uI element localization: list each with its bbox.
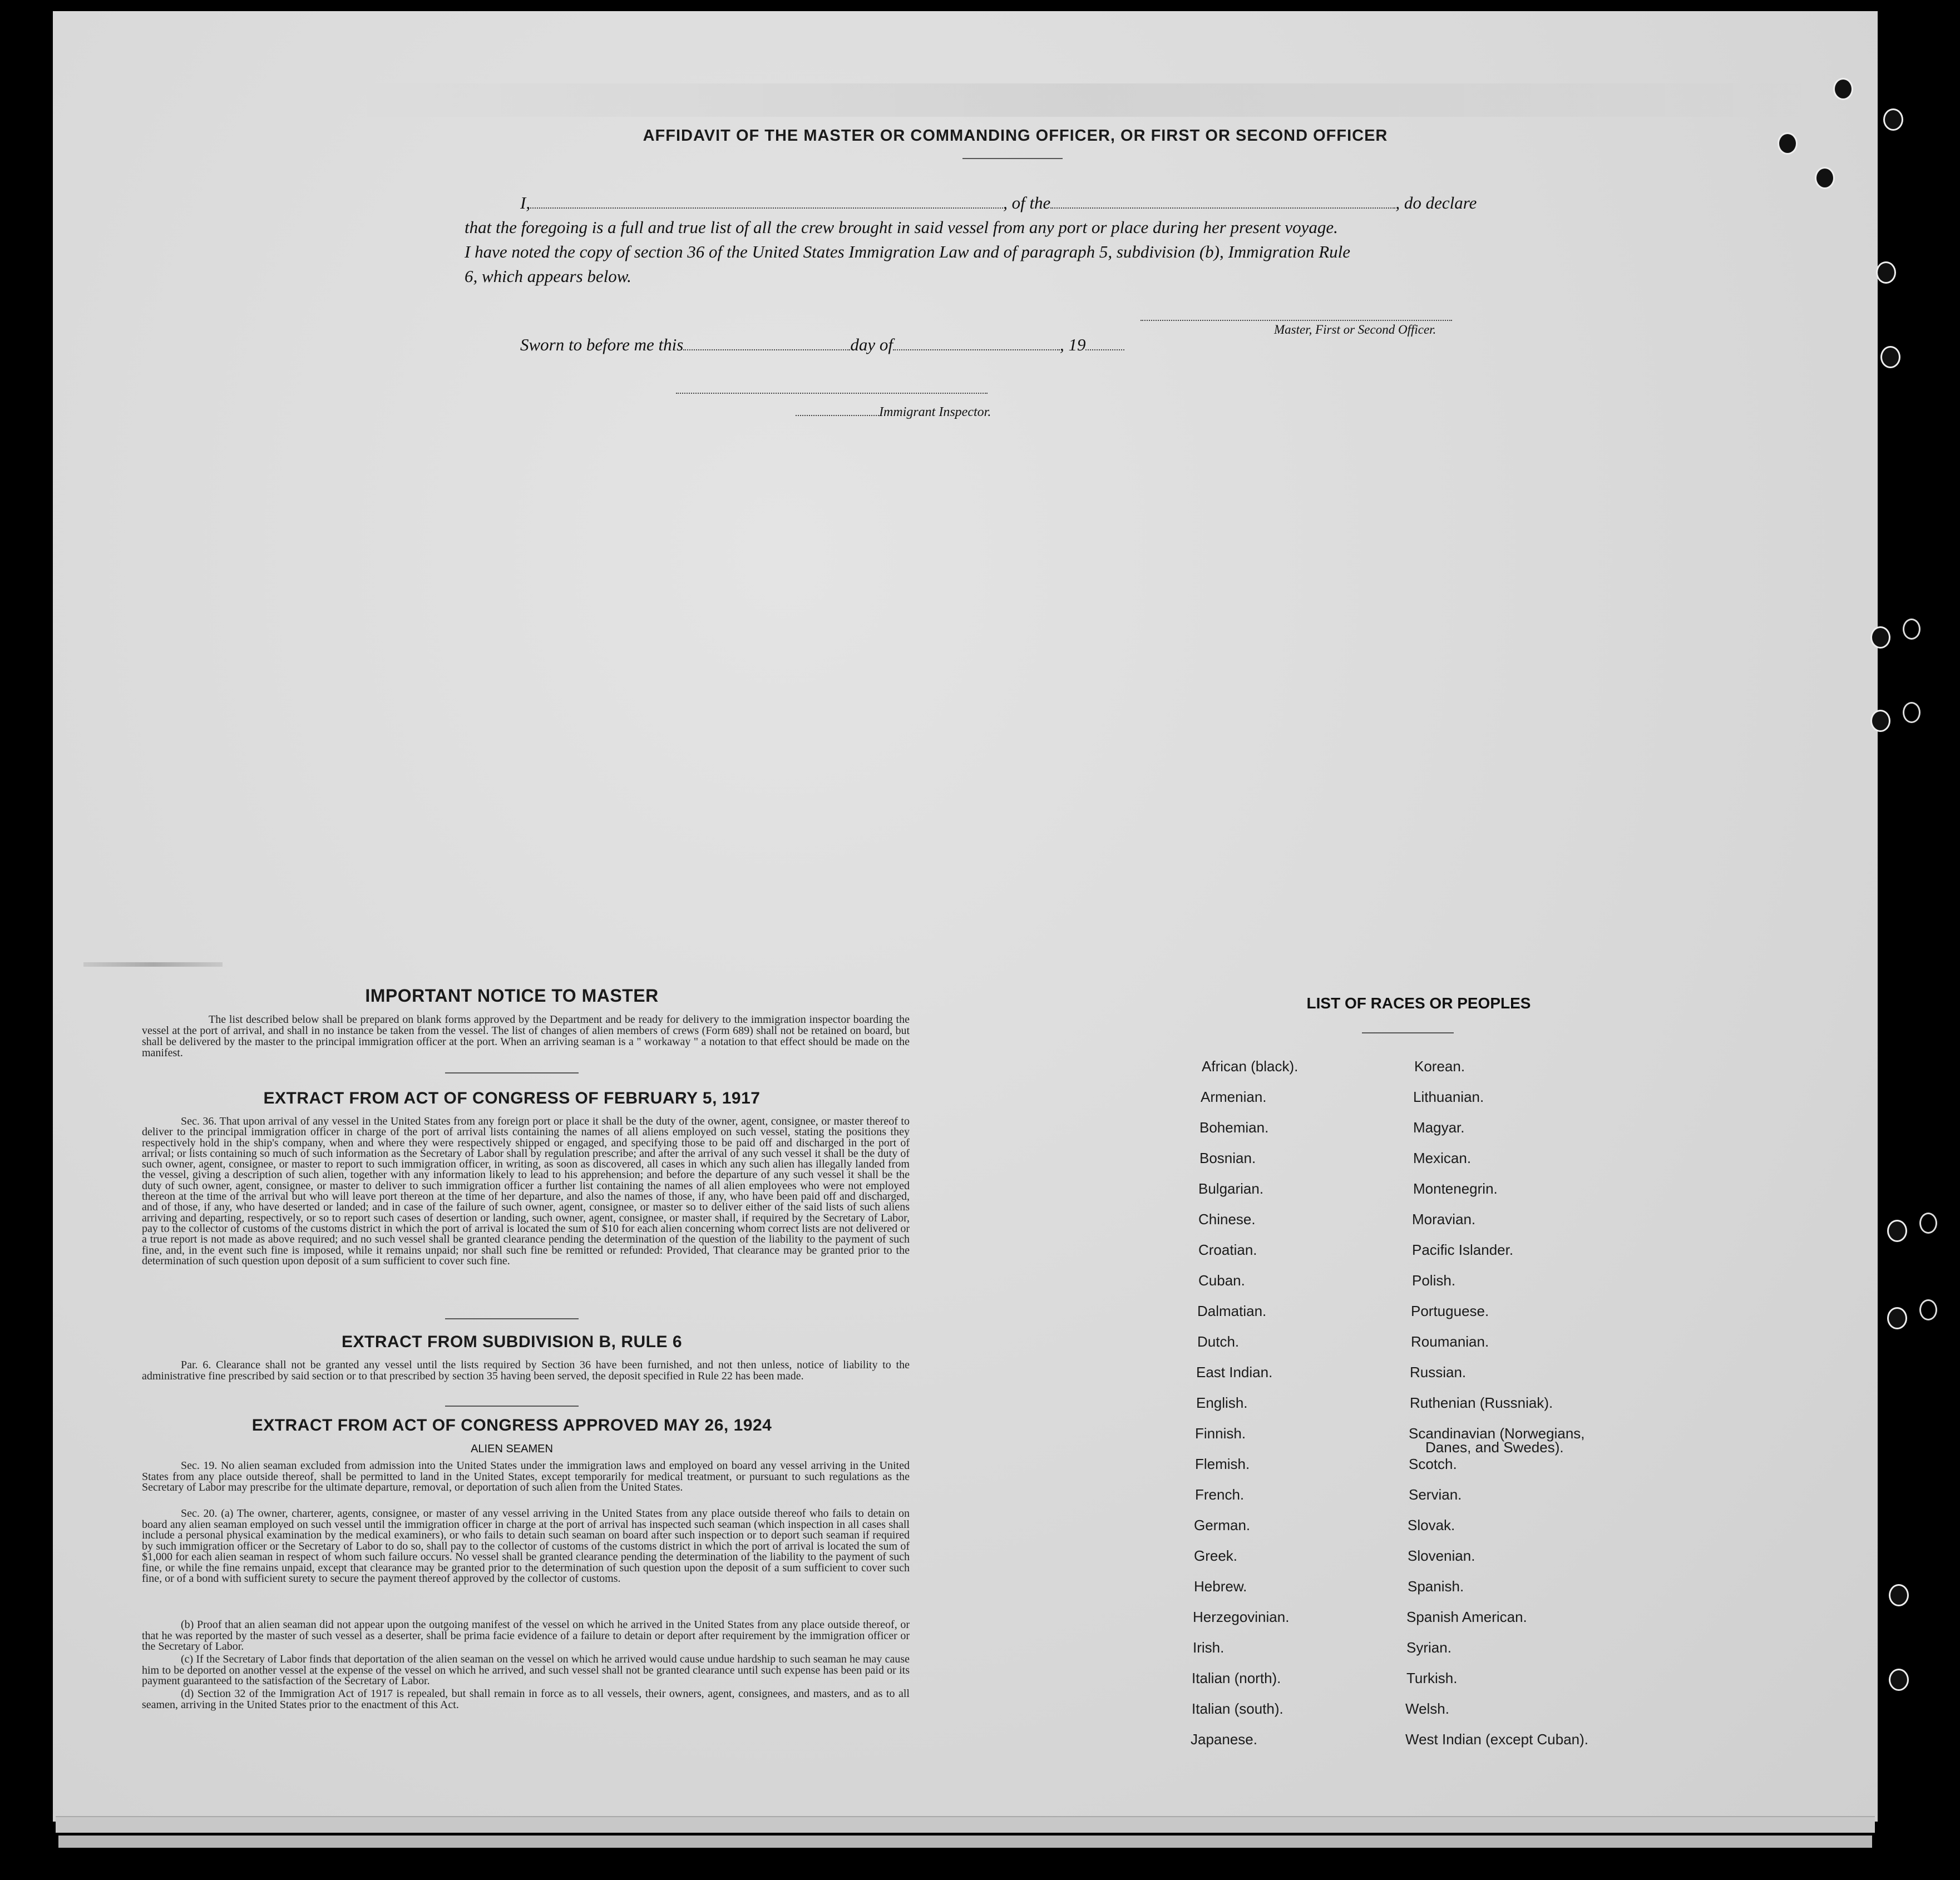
race-right-9: Roumanian. (1411, 1333, 1489, 1350)
punch-hole (1883, 108, 1903, 131)
extract-1917-title: EXTRACT FROM ACT OF CONGRESS OF FEBRUARY 5, 1917 (263, 1089, 761, 1107)
extract-1917-body: Sec. 36. That upon arrival of any vessel in the United States from any foreign port or place it shall be the duty of the owner, agent, consignee, or master thereof to deliver to the principal immigration officer in charge of the port of arrival lists containing the names of all aliens employed on such vessel, stating the positions they respectively hold in the ship's company, when and where they were respectively shipped or engaged, and specifying those to be paid off and discharged in the port of arrival; or lists containing so much of such information as the Secretary of Labor shall by regulation prescribe; and after the arrival of any such vessel it shall be the duty of such owner, agent, consignee, or master to report to such immigration officer, in writing, as soon as discovered, all cases in which any such alien has illegally landed from the vessel, giving a description of such alien, together with any information likely to lead to his apprehension; and before the departure of any such vessel it shall be the duty of such owner, agent, consignee, or master to deliver to such immigration officer a further list containing the names of all alien employees who were not employed thereon at the time of the arrival but who will leave port thereon at the time of her departure, and also the names of those, if any, who have been paid off and discharged, and of those, if any, who have deserted or landed; and in case of the failure of such owner, agent, consignee, or master so to deliver either of the said lists of such aliens arriving and departing, respectively, or so to report such cases of desertion or landing, such owner, agent, consignee, or master shall, if required by the Secretary of Labor, pay to the collector of customs of the customs district in which the port of arrival is located the sum of $10 for each alien concerning whom correct lists are not delivered or a true report is not made as above required; and no such vessel shall be granted clearance pending the determination of the question of the liability to the payment of such fine, and, in the event such fine is imposed, while it remains unpaid; nor shall such fine be remitted or refunded: Provided, That clearance may be granted prior to the determination of such question upon deposit of a sum sufficient to cover such fine. (142, 1115, 910, 1267)
race-right-15: Slovak. (1408, 1517, 1455, 1533)
race-left-0: African (black). (1202, 1058, 1299, 1075)
race-right-7: Polish. (1412, 1272, 1456, 1289)
master-signature-line (1141, 320, 1452, 321)
page-edge (56, 1816, 1875, 1833)
sworn-year: , 19 (1059, 335, 1086, 354)
race-right-1: Lithuanian. (1413, 1089, 1484, 1105)
sworn-text: Sworn to before me this (520, 335, 684, 354)
divider (445, 1406, 579, 1407)
sworn-line (520, 333, 1243, 357)
race-right-8: Portuguese. (1411, 1303, 1489, 1319)
rule6-title: EXTRACT FROM SUBDIVISION B, RULE 6 (341, 1333, 683, 1351)
affidavit-title: AFFIDAVIT OF THE MASTER OR COMMANDING OFFICER, OR FIRST OR SECOND OFFICER (643, 127, 1388, 145)
punch-hole (1870, 710, 1890, 732)
race-right-13: Scotch. (1409, 1456, 1457, 1472)
blank-vessel (1050, 207, 1395, 209)
extract-1924-sec20a: Sec. 20. (a) The owner, charterer, agents, consignee, or master of any vessel arriving in the United States from any place outside thereof who fails to detain on board any alien seaman employed on such vessel until the immigration officer in charge at the port of arrival has inspected such seaman (which inspection in all cases shall include a personal physical examination by the medical examiners), or who fails to detain such seaman on board after such inspection or to deport such seaman if required by such immigration officer or the Secretary of Labor to do so, shall pay to the collector of customs of the customs district in which the port of arrival is located the sum of $1,000 for each alien seaman in respect of whom such failure occurs. No vessel shall be granted clearance pending the determination of the liability to the payment of such fine, or while the fine remains unpaid, except that clearance may be granted prior to the determination of such question upon the deposit of a sum sufficient to cover such fine, or of a bond with sufficient surety to secure the payment thereof approved by the collector of customs. (142, 1507, 910, 1585)
punch-hole (1919, 1299, 1937, 1320)
race-right-6: Pacific Islander. (1412, 1241, 1514, 1258)
race-right-16: Slovenian. (1408, 1547, 1475, 1564)
punch-hole (1889, 1669, 1909, 1691)
blank-day (683, 349, 850, 350)
divider (445, 1072, 579, 1073)
inspector-caption (796, 405, 1046, 420)
race-right-2: Magyar. (1413, 1119, 1465, 1136)
blank-month (893, 349, 1060, 350)
race-right-5: Moravian. (1412, 1211, 1476, 1228)
race-left-19: Irish. (1193, 1639, 1225, 1656)
tear-mark (83, 962, 223, 967)
race-left-5: Chinese. (1198, 1211, 1256, 1228)
race-left-8: Dalmatian. (1197, 1303, 1267, 1319)
race-left-22: Japanese. (1191, 1731, 1257, 1748)
race-right-17: Spanish. (1408, 1578, 1464, 1595)
punch-hole (1889, 1584, 1909, 1606)
master-signature-caption: Master, First or Second Officer. (1274, 323, 1436, 337)
race-left-11: English. (1196, 1394, 1248, 1411)
affidavit-line3: I have noted the copy of section 36 of the United States Immigration Law and of paragraph 5, subdivision (b), Immigration Rule (465, 242, 1351, 261)
race-right-3: Mexican. (1413, 1150, 1472, 1166)
race-right-12b: Danes, and Swedes). (1425, 1439, 1564, 1456)
race-left-14: French. (1195, 1486, 1245, 1503)
race-right-4: Montenegrin. (1413, 1180, 1498, 1197)
notice-title: IMPORTANT NOTICE TO MASTER (365, 986, 659, 1006)
punch-hole (1876, 261, 1896, 284)
race-right-12: Scandinavian (Norwegians, (1409, 1425, 1585, 1442)
punch-hole (1778, 132, 1798, 155)
affidavit-declare: , do declare (1395, 193, 1477, 212)
race-right-0: Korean. (1414, 1058, 1465, 1075)
punch-hole (1833, 78, 1853, 100)
race-left-1: Armenian. (1201, 1089, 1267, 1105)
race-right-19: Syrian. (1406, 1639, 1452, 1656)
inspector-label: Immigrant Inspector. (879, 405, 991, 419)
punch-hole (1880, 346, 1900, 368)
page-edge-lower (58, 1836, 1872, 1848)
divider (445, 1318, 579, 1319)
race-left-6: Croatian. (1198, 1241, 1257, 1258)
race-right-10: Russian. (1410, 1364, 1467, 1381)
race-left-9: Dutch. (1197, 1333, 1240, 1350)
bleed-through (334, 83, 1836, 117)
punch-hole (1903, 619, 1920, 640)
race-left-21: Italian (south). (1192, 1700, 1283, 1717)
punch-hole (1887, 1220, 1907, 1242)
race-left-7: Cuban. (1198, 1272, 1245, 1289)
race-left-18: Herzegovinian. (1193, 1609, 1290, 1625)
extract-1924-title: EXTRACT FROM ACT OF CONGRESS APPROVED MAY 26, 1924 (251, 1416, 772, 1434)
blank-name (530, 207, 1003, 209)
affidavit-line4: 6, which appears below. (465, 266, 631, 286)
extract-1924-sec20d: (d) Section 32 of the Immigration Act of 1917 is repealed, but shall remain in force as to all vessels, their owners, agent, consignees, and masters, and as to all seamen, arriving in the United States prior to the enactment of this Act. (142, 1688, 910, 1711)
extract-1924-sec20b: (b) Proof that an alien seaman did not appear upon the outgoing manifest of the vessel on which he arrived in the United States from any place outside thereof, or that he was reported by the master of such vessel as a deserter, shall be prima facie evidence of a failure to detain or deport after requirement by the immigration officer or the Secretary of Labor. (142, 1619, 910, 1653)
punch-hole (1815, 167, 1835, 189)
race-left-4: Bulgarian. (1198, 1180, 1264, 1197)
affidavit-line1 (520, 191, 1510, 215)
race-left-17: Hebrew. (1194, 1578, 1247, 1595)
race-left-10: East Indian. (1196, 1364, 1273, 1381)
race-left-2: Bohemian. (1199, 1119, 1269, 1136)
extract-1924-sec20c: (c) If the Secretary of Labor finds that deportation of the alien seaman on the vessel on which he arrived would cause undue hardship to such seaman he may cause him to be deported on another vessel at the expense of the vessel on which he arrived, and such vessel shall not be granted clearance until such expense has been paid or its payment guaranteed to the satisfaction of the Secretary of Labor. (142, 1653, 910, 1687)
rule6-body: Par. 6. Clearance shall not be granted any vessel until the lists required by Section 36 have been furnished, and not then unless, notice of liability to the administrative fine prescribed by said section or to that prescribed by section 35 having been served, the deposit specified in Rule 22 has been made. (142, 1359, 910, 1382)
punch-hole (1903, 702, 1920, 723)
race-left-13: Flemish. (1195, 1456, 1250, 1472)
race-right-21: Welsh. (1405, 1700, 1449, 1717)
race-left-20: Italian (north). (1192, 1670, 1281, 1686)
affidavit-i: I, (520, 193, 531, 212)
divider (1362, 1032, 1454, 1033)
race-left-15: German. (1194, 1517, 1251, 1533)
race-right-18: Spanish American. (1406, 1609, 1527, 1625)
race-left-16: Greek. (1194, 1547, 1238, 1564)
notice-body: The list described below shall be prepared on blank forms approved by the Department and be ready for delivery to the immigration inspector boarding the vessel at the port of arrival, and shall in no instance be taken from the vessel. The list of changes of alien members of crews (Form 689) shall not be retained on board, but shall be delivered by the master to the principal immigration officer at the port. When an arriving seaman is a " workaway " a notation to that effect should be made on the manifest. (142, 1013, 910, 1059)
blank-year (1085, 349, 1124, 350)
affidavit-line2: that the foregoing is a full and true list of all the crew brought in said vessel from any port or place during her present voyage. (465, 217, 1338, 237)
race-right-14: Servian. (1409, 1486, 1462, 1503)
extract-1924-subtitle: ALIEN SEAMEN (471, 1443, 553, 1455)
race-right-11: Ruthenian (Russniak). (1410, 1394, 1553, 1411)
race-right-20: Turkish. (1406, 1670, 1458, 1686)
punch-hole (1887, 1307, 1907, 1329)
divider (962, 158, 1063, 159)
race-left-3: Bosnian. (1199, 1150, 1256, 1166)
affidavit-of-the: , of the (1003, 193, 1051, 212)
punch-hole (1919, 1213, 1937, 1234)
punch-hole (1870, 626, 1890, 649)
races-title: LIST OF RACES OR PEOPLES (1306, 995, 1531, 1012)
inspector-signature-line (676, 393, 988, 394)
race-left-12: Finnish. (1195, 1425, 1246, 1442)
race-right-22: West Indian (except Cuban). (1405, 1731, 1589, 1748)
inspector-dots (796, 415, 879, 416)
sworn-day-of: day of (850, 335, 893, 354)
extract-1924-sec19: Sec. 19. No alien seaman excluded from admission into the United States under the immigration laws and employed on board any vessel arriving in the United States from any place outside thereof, shall be permitted to land in the United States, except temporarily for medical treatment, or pursuant to such regulations as the Secretary of Labor may prescribe for the ultimate departure, removal, or deportation of such alien from the United States. (142, 1460, 910, 1493)
